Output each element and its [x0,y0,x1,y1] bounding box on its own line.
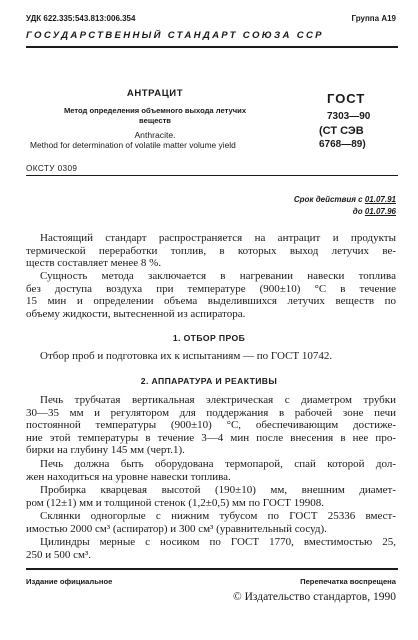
group-code: Группа А19 [351,14,396,23]
text-line: Отбор проб и подготовка их к испытаниям — по ГОСТ 10742. [40,350,333,362]
validity-end-date: 01.07.96 [364,207,396,216]
official-edition: Издание официальное [26,577,113,586]
text-line: ром (12±1) мм и толщиной стенок (1,2±0,5) мм по ГОСТ 19908. [26,496,325,509]
standard-banner: ГОСУДАРСТВЕННЫЙ СТАНДАРТ СОЮЗА ССР [26,30,324,41]
document-title: АНТРАЦИТ [126,88,184,99]
footer-rule [26,568,398,570]
section-2-paragraph-2 [26,458,396,483]
text-line: ние этой температуры в течение 3—4 мин после внесения в нее про- [26,431,396,444]
text-line: 30—35 мм и регулятором для поддержания в рабочей зоне печи [26,406,396,419]
reprint-notice: Перепечатка воспрещена [300,577,396,586]
text-line: без доступа воздуха при температуре (900±10) °С в течение [26,282,396,295]
intro-paragraph-2 [26,270,396,320]
text-line: Цилиндры мерные с носиком по ГОСТ 1770, вместимостью 25, [40,536,396,548]
text-line: 15 мин и определении объема выделившихся летучих веществ по [26,295,396,308]
intro-paragraph-1 [26,232,396,270]
text-line: Настоящий стандарт распространяется на антрацит и продукты [40,232,396,244]
gost-label: ГОСТ [327,91,366,106]
section-2-heading: 2. АППАРАТУРА И РЕАКТИВЫ [140,376,278,386]
text-line: постоянной температуры (900±10) °С, обеспечивающим достиже- [26,419,396,432]
section-2-paragraph-3 [26,484,396,509]
validity-start-date: 01.07.91 [364,195,396,204]
section-1-heading: 1. ОТБОР ПРОБ [172,333,246,343]
document-subtitle-line2: веществ [139,116,171,125]
text-line: имостью 2000 см³ (аспиратор) и 300 см³ (уравнительный сосуд). [26,522,327,535]
copyright: © Издательство стандартов, 1990 [232,591,396,603]
validity-end [353,207,396,216]
st-sev-line2: 6768—89) [319,139,366,150]
section-2-paragraph-1 [26,394,396,457]
text-line: бирки на глубину 145 мм (черт.1). [26,444,185,457]
document-subtitle-line1: Метод определения объемного выхода летучих [63,106,247,115]
validity-start [294,195,396,204]
text-line: объему жидкости, вытесненной из аспиратора. [26,307,246,320]
section-1-text [26,350,396,363]
gost-number: 7303—90 [327,111,371,122]
text-line: Склянки одногорлые с нижним тубусом по ГОСТ 25336 вмест- [40,510,396,522]
text-line: Сущность метода заключается в нагревании навески топлива [40,270,396,282]
english-title: Anthracite. [134,130,176,140]
section-2-paragraph-4 [26,510,396,535]
text-line: Печь трубчатая вертикальная электрическая с диаметром трубки [40,394,396,406]
okstu-rule [26,175,398,176]
validity-end-label: до [352,207,365,216]
text-line: Пробирка кварцевая высотой (190±10) мм, внешним диамет- [40,484,396,496]
text-line: 250 и 500 см³. [26,548,92,561]
text-line: Печь должна быть оборудована термопарой, спай которой дол- [40,458,396,470]
english-subtitle: Method for determination of volatile matter volume yield [30,140,236,150]
validity-start-label: Срок действия с [293,195,365,204]
text-line: ществ составляет менее 8 %. [26,257,162,270]
st-sev-line1: (СТ СЭВ [319,125,364,137]
okstu-code: ОКСТУ 0309 [26,164,78,173]
text-line: жен находиться на уровне навески топлива. [26,470,231,483]
banner-rule [26,46,398,48]
section-2-paragraph-5 [26,536,396,561]
udc-code: УДК 622.335:543.813:006.354 [26,14,136,23]
text-line: термической переработки топлив, в которых выход летучих ве- [26,244,396,257]
